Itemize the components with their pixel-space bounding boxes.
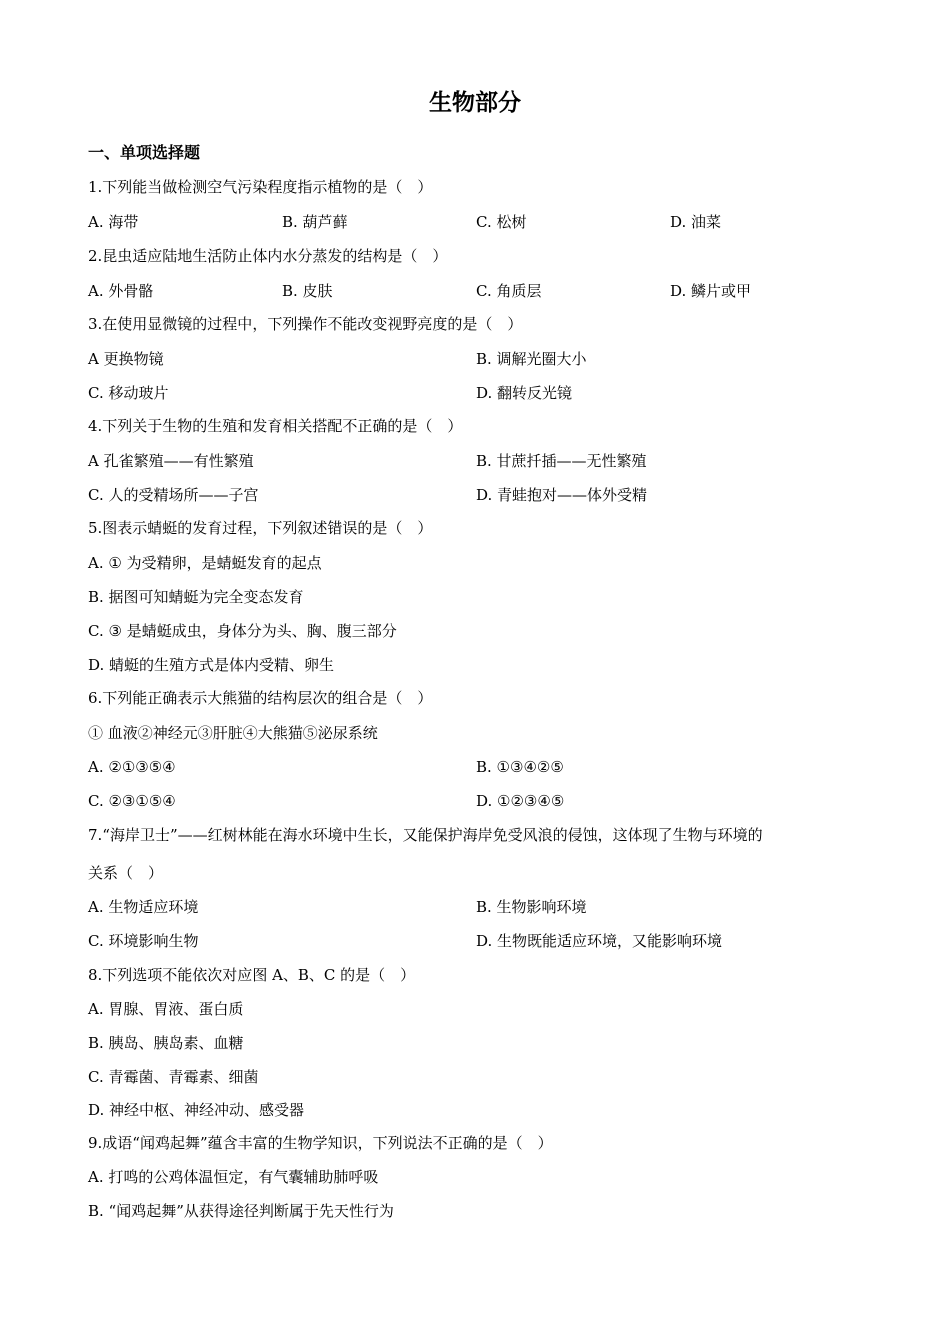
question-5-option-b: B. 据图可知蜻蜓为完全变态发育 — [88, 588, 304, 606]
question-7-option-d: D. 生物既能适应环境，又能影响环境 — [476, 932, 723, 950]
question-6-option-d: D. ①②③④⑤ — [476, 792, 565, 810]
question-2-option-d: D. 鳞片或甲 — [670, 282, 752, 300]
question-7-stem-continued: 关系（ ） — [88, 864, 164, 882]
question-7-option-a: A. 生物适应环境 — [88, 898, 199, 916]
question-2-option-a: A. 外骨骼 — [88, 282, 154, 300]
question-9-option-a: A. 打鸣的公鸡体温恒定，有气囊辅助肺呼吸 — [88, 1168, 379, 1186]
question-4-option-c: C. 人的受精场所——子宫 — [88, 486, 259, 504]
question-3-stem: 3.在使用显微镜的过程中，下列操作不能改变视野亮度的是（ ） — [88, 315, 523, 333]
question-3-option-b: B. 调解光圈大小 — [476, 350, 587, 368]
question-5-option-c: C. ③ 是蜻蜓成虫，身体分为头、胸、腹三部分 — [88, 622, 397, 640]
question-3-option-c: C. 移动玻片 — [88, 384, 169, 402]
question-6-stem: 6.下列能正确表示大熊猫的结构层次的组合是（ ） — [88, 689, 433, 707]
question-4-option-b: B. 甘蔗扦插——无性繁殖 — [476, 452, 647, 470]
question-6-option-a: A. ②①③⑤④ — [88, 758, 176, 776]
question-7-stem: 7.“海岸卫士”——红树林能在海水环境中生长，又能保护海岸免受风浪的侵蚀，这体现了生物与环境的 — [88, 826, 763, 844]
question-4-option-a: A 孔雀繁殖——有性繁殖 — [88, 452, 254, 470]
question-8-option-d: D. 神经中枢、神经冲动、感受器 — [88, 1101, 305, 1119]
question-7-option-b: B. 生物影响环境 — [476, 898, 587, 916]
question-2-option-b: B. 皮肤 — [282, 282, 333, 300]
question-8-option-c: C. 青霉菌、青霉素、细菌 — [88, 1068, 259, 1086]
section-heading: 一、单项选择题 — [88, 143, 201, 162]
question-5-option-d: D. 蜻蜓的生殖方式是体内受精、卵生 — [88, 656, 335, 674]
page-title: 生物部分 — [429, 90, 521, 116]
question-7-option-c: C. 环境影响生物 — [88, 932, 199, 950]
question-1-option-a: A. 海带 — [88, 213, 139, 231]
question-8-option-b: B. 胰岛、胰岛素、血糖 — [88, 1034, 244, 1052]
question-3-option-a: A 更换物镜 — [88, 350, 164, 368]
question-2-option-c: C. 角质层 — [476, 282, 542, 300]
question-6-option-c: C. ②③①⑤④ — [88, 792, 176, 810]
question-8-option-a: A. 胃腺、胃液、蛋白质 — [88, 1000, 244, 1018]
question-2-stem: 2.昆虫适应陆地生活防止体内水分蒸发的结构是（ ） — [88, 247, 448, 265]
question-1-stem: 1.下列能当做检测空气污染程度指示植物的是（ ） — [88, 178, 433, 196]
question-6-extra: ① 血液②神经元③肝脏④大熊猫⑤泌尿系统 — [88, 724, 378, 742]
question-3-option-d: D. 翻转反光镜 — [476, 384, 573, 402]
question-8-stem: 8.下列选项不能依次对应图 A、B、C 的是（ ） — [88, 966, 416, 984]
question-1-option-c: C. 松树 — [476, 213, 527, 231]
question-6-option-b: B. ①③④②⑤ — [476, 758, 564, 776]
question-5-stem: 5.图表示蜻蜓的发育过程，下列叙述错误的是（ ） — [88, 519, 433, 537]
question-1-option-d: D. 油菜 — [670, 213, 722, 231]
question-9-stem: 9.成语“闻鸡起舞”蕴含丰富的生物学知识，下列说法不正确的是（ ） — [88, 1134, 553, 1152]
question-4-stem: 4.下列关于生物的生殖和发育相关搭配不正确的是（ ） — [88, 417, 463, 435]
question-1-option-b: B. 葫芦藓 — [282, 213, 348, 231]
question-9-option-b: B. “闻鸡起舞”从获得途径判断属于先天性行为 — [88, 1202, 394, 1220]
question-4-option-d: D. 青蛙抱对——体外受精 — [476, 486, 648, 504]
question-5-option-a: A. ① 为受精卵，是蜻蜓发育的起点 — [88, 554, 322, 572]
